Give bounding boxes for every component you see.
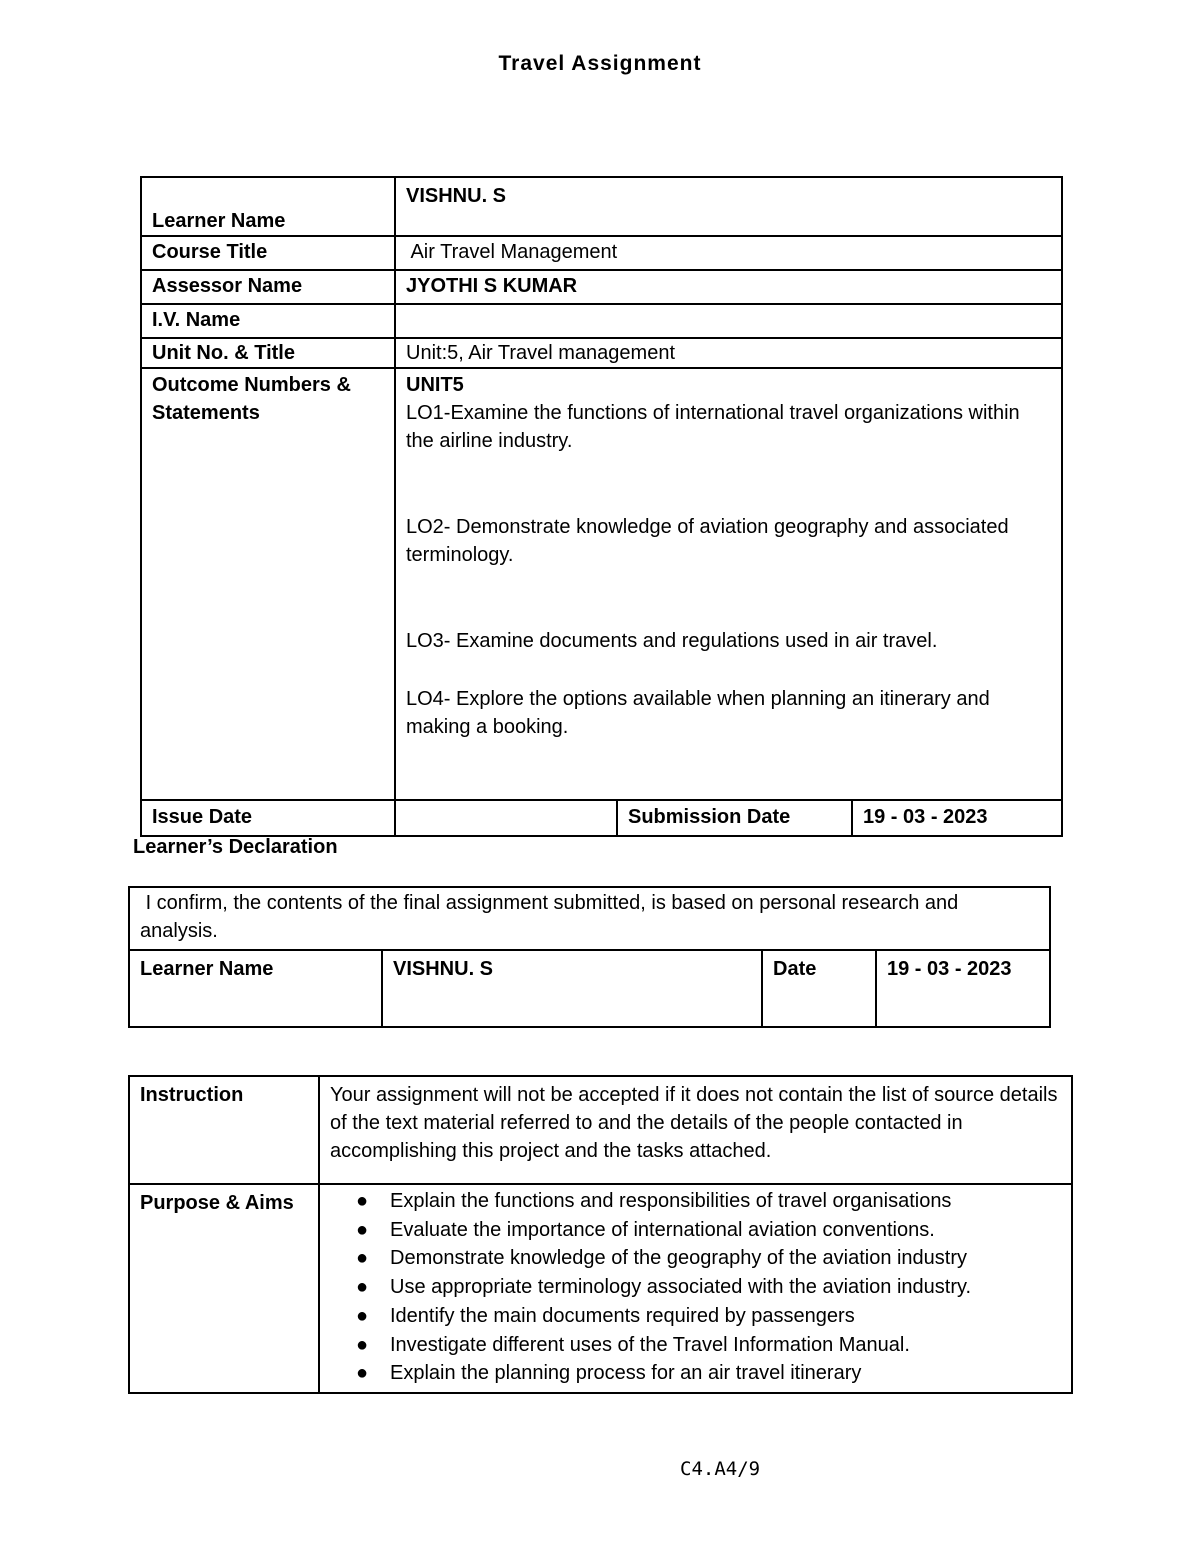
iv-name-label: I.V. Name (141, 304, 395, 338)
aim-item: ● Explain the functions and responsibilities of travel organisations (390, 1187, 1061, 1216)
aim-item: ● Demonstrate knowledge of the geography of the aviation industry (390, 1244, 1061, 1273)
instruction-row (129, 1076, 1072, 1184)
unit-title-label: Unit No. & Title (141, 338, 395, 368)
aim-item: ● Evaluate the importance of international aviation conventions. (390, 1216, 1061, 1245)
unit-title-row (141, 338, 1062, 368)
issue-date-value (395, 800, 617, 836)
aim-item: ● Explain the planning process for an air travel itinerary (390, 1359, 1061, 1388)
bullet-icon: ● (356, 1333, 369, 1356)
outcome-lo2: LO2- Demonstrate knowledge of aviation geography and associated terminology. (406, 516, 1009, 566)
learner-name-value: VISHNU. S (395, 177, 1062, 236)
declaration-date-value: 19 - 03 - 2023 (876, 950, 1050, 1027)
dates-row (141, 800, 1062, 836)
declaration-signature-row (129, 950, 1050, 1027)
document-title: Travel Assignment (498, 52, 702, 75)
aims-list (330, 1187, 1061, 1388)
outcome-lo1: LO1-Examine the functions of international travel organizations within the airline industry. (406, 402, 1020, 452)
declaration-learner-name-label: Learner Name (129, 950, 382, 1027)
submission-date-value: 19 - 03 - 2023 (852, 800, 1062, 836)
assessor-name-row (141, 270, 1062, 304)
outcomes-statements (395, 368, 1062, 800)
assignment-details-table (140, 176, 1063, 837)
issue-date-label: Issue Date (141, 800, 395, 836)
course-title-row (141, 236, 1062, 270)
assessor-name-label: Assessor Name (141, 270, 395, 304)
declaration-learner-name-value: VISHNU. S (382, 950, 762, 1027)
assessor-name-value: JYOTHI S KUMAR (395, 270, 1062, 304)
submission-date-label: Submission Date (617, 800, 852, 836)
learner-name-label: Learner Name (141, 177, 395, 236)
iv-name-row (141, 304, 1062, 338)
bullet-icon: ● (356, 1362, 369, 1385)
declaration-date-label: Date (762, 950, 876, 1027)
iv-name-value (395, 304, 1062, 338)
purpose-aims-cell (319, 1184, 1072, 1393)
bullet-icon: ● (356, 1276, 369, 1299)
instruction-text: Your assignment will not be accepted if it does not contain the list of source details of the text material referred to and the details of the people contacted in accomplishing this project and the tasks attached. (319, 1076, 1072, 1184)
bullet-icon: ● (356, 1218, 369, 1241)
course-title-label: Course Title (141, 236, 395, 270)
aim-item: ● Use appropriate terminology associated with the aviation industry. (390, 1273, 1061, 1302)
course-title-value: Air Travel Management (395, 236, 1062, 270)
unit-title-value: Unit:5, Air Travel management (395, 338, 1062, 368)
instruction-label: Instruction (129, 1076, 319, 1184)
outcome-lo3: LO3- Examine documents and regulations used in air travel. (406, 630, 938, 652)
bullet-icon: ● (356, 1304, 369, 1327)
outcomes-row (141, 368, 1062, 800)
aim-item: ● Investigate different uses of the Travel Information Manual. (390, 1331, 1061, 1360)
bullet-icon: ● (356, 1190, 369, 1212)
purpose-label: Purpose & Aims (129, 1184, 319, 1393)
aim-item: ● Identify the main documents required by passengers (390, 1302, 1061, 1331)
outcomes-label: Outcome Numbers & Statements (141, 368, 395, 800)
declaration-heading: Learner’s Declaration (133, 836, 338, 858)
page-footer: C4.A4/9 (680, 1458, 761, 1480)
purpose-row (129, 1184, 1072, 1393)
instructions-table (128, 1075, 1073, 1394)
learner-name-row (141, 177, 1062, 236)
declaration-table (128, 886, 1051, 1028)
declaration-statement-row (129, 887, 1050, 950)
bullet-icon: ● (356, 1247, 369, 1270)
outcome-lo4: LO4- Explore the options available when planning an itinerary and making a booking. (406, 688, 990, 738)
unit-code: UNIT5 (406, 374, 464, 396)
declaration-statement: I confirm, the contents of the final assignment submitted, is based on personal research and analysis. (129, 887, 1050, 950)
